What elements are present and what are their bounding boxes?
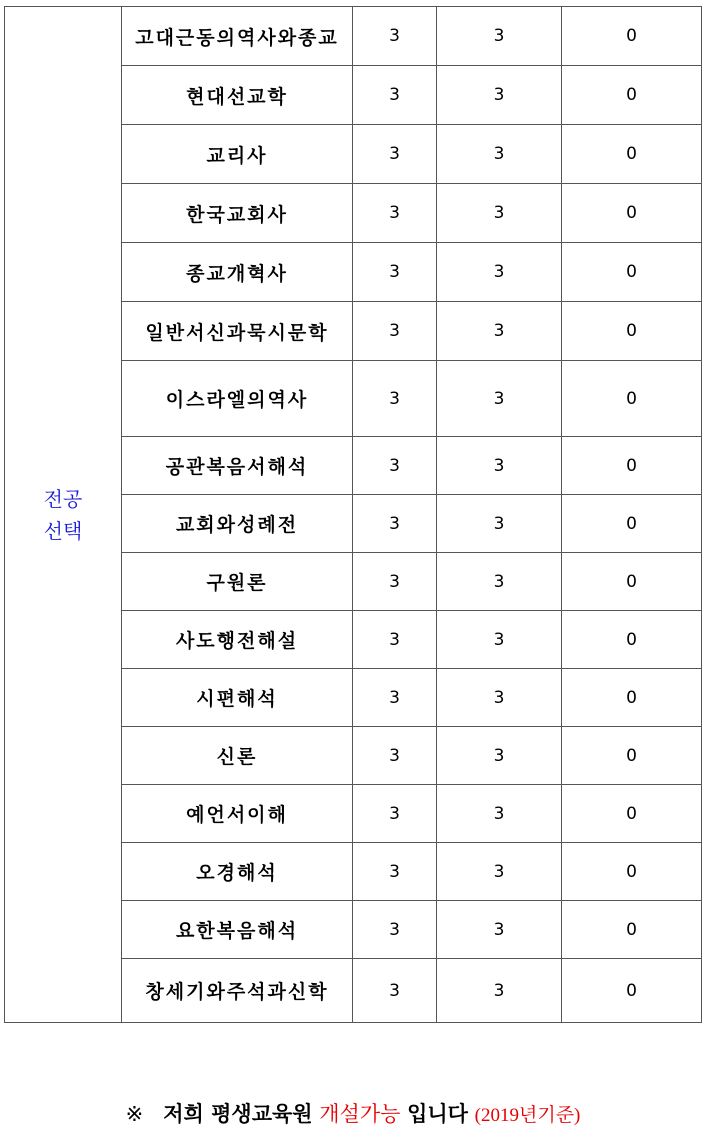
course-name: 사도행전해설 xyxy=(122,611,353,669)
course-name: 시편해석 xyxy=(122,669,353,727)
course-value: 3 xyxy=(437,361,562,437)
course-value: 0 xyxy=(562,361,702,437)
footer-text-2: 입니다 xyxy=(407,1101,468,1126)
course-value: 3 xyxy=(437,611,562,669)
course-name: 공관복음서해석 xyxy=(122,437,353,495)
course-value: 3 xyxy=(353,785,437,843)
course-value: 3 xyxy=(353,361,437,437)
footer-note xyxy=(0,1098,706,1128)
course-name: 요한복음해석 xyxy=(122,901,353,959)
course-value: 3 xyxy=(353,184,437,243)
course-value: 0 xyxy=(562,66,702,125)
course-value: 0 xyxy=(562,553,702,611)
course-value: 3 xyxy=(353,901,437,959)
course-value: 3 xyxy=(437,184,562,243)
course-value: 3 xyxy=(437,125,562,184)
course-value: 3 xyxy=(353,843,437,901)
course-value: 0 xyxy=(562,243,702,302)
course-value: 3 xyxy=(437,302,562,361)
course-name: 고대근동의역사와종교 xyxy=(122,7,353,66)
course-value: 0 xyxy=(562,669,702,727)
course-value: 3 xyxy=(353,959,437,1023)
course-value: 3 xyxy=(437,553,562,611)
course-value: 0 xyxy=(562,302,702,361)
course-name: 현대선교학 xyxy=(122,66,353,125)
course-value: 3 xyxy=(353,7,437,66)
course-value: 3 xyxy=(437,7,562,66)
course-value: 0 xyxy=(562,727,702,785)
course-value: 0 xyxy=(562,843,702,901)
course-value: 0 xyxy=(562,7,702,66)
course-value: 3 xyxy=(353,553,437,611)
course-value: 3 xyxy=(437,437,562,495)
category-cell xyxy=(5,7,122,1023)
reference-mark: ※ xyxy=(125,1102,144,1126)
course-name: 한국교회사 xyxy=(122,184,353,243)
category-label-line2: 선택 xyxy=(43,518,83,543)
course-value: 3 xyxy=(437,843,562,901)
course-value: 0 xyxy=(562,184,702,243)
course-value: 3 xyxy=(437,959,562,1023)
course-value: 3 xyxy=(437,901,562,959)
course-name: 구원론 xyxy=(122,553,353,611)
course-value: 3 xyxy=(437,66,562,125)
course-value: 3 xyxy=(353,727,437,785)
course-name: 신론 xyxy=(122,727,353,785)
course-value: 3 xyxy=(353,437,437,495)
course-value: 3 xyxy=(437,495,562,553)
course-value: 3 xyxy=(353,669,437,727)
footer-text-1: 저희 평생교육원 xyxy=(163,1101,313,1126)
table-row xyxy=(5,7,702,66)
course-name: 일반서신과묵시문학 xyxy=(122,302,353,361)
course-value: 3 xyxy=(353,243,437,302)
course-value: 0 xyxy=(562,611,702,669)
course-value: 3 xyxy=(437,669,562,727)
course-name: 종교개혁사 xyxy=(122,243,353,302)
course-value: 3 xyxy=(353,611,437,669)
course-value: 3 xyxy=(353,302,437,361)
course-value: 3 xyxy=(437,785,562,843)
course-name: 예언서이해 xyxy=(122,785,353,843)
course-value: 0 xyxy=(562,785,702,843)
course-name: 창세기와주석과신학 xyxy=(122,959,353,1023)
course-name: 교리사 xyxy=(122,125,353,184)
course-name: 이스라엘의역사 xyxy=(122,361,353,437)
course-value: 0 xyxy=(562,901,702,959)
course-value: 3 xyxy=(437,243,562,302)
course-name: 오경해석 xyxy=(122,843,353,901)
course-value: 0 xyxy=(562,495,702,553)
category-label-line1: 전공 xyxy=(43,486,83,511)
course-value: 0 xyxy=(562,437,702,495)
course-table xyxy=(4,6,702,1023)
course-value: 0 xyxy=(562,959,702,1023)
course-value: 3 xyxy=(353,66,437,125)
course-value: 0 xyxy=(562,125,702,184)
footer-availability: 개설가능 xyxy=(319,1102,401,1126)
course-name: 교회와성례전 xyxy=(122,495,353,553)
course-table-body xyxy=(5,7,702,1023)
course-value: 3 xyxy=(353,125,437,184)
course-value: 3 xyxy=(353,495,437,553)
footer-year-note: (2019년기준) xyxy=(474,1105,581,1126)
course-value: 3 xyxy=(437,727,562,785)
